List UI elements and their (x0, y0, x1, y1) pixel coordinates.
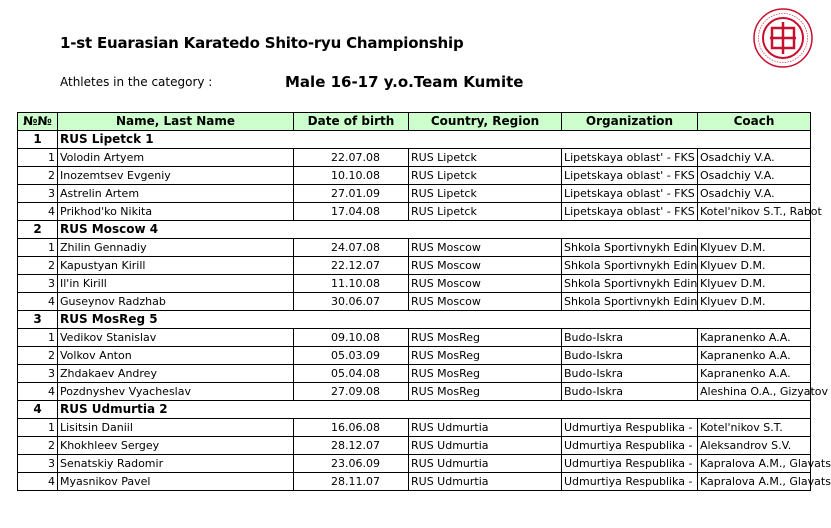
athlete-row (18, 167, 811, 185)
athlete-name: Zhilin Gennadiy (58, 239, 294, 257)
athlete-organization: Udmurtiya Respublika - (562, 437, 698, 455)
athlete-row (18, 203, 811, 221)
athlete-coach: Kapranenko A.A. (698, 365, 811, 383)
federation-logo-icon (753, 8, 813, 68)
athlete-region: RUS Udmurtia (409, 455, 562, 473)
athlete-number: 3 (18, 275, 58, 293)
athlete-organization: Shkola Sportivnykh Edin (562, 275, 698, 293)
athlete-region: RUS MosReg (409, 383, 562, 401)
athlete-coach: Kotel'nikov S.T., Rabot (698, 203, 811, 221)
athlete-organization: Udmurtiya Respublika - (562, 419, 698, 437)
athlete-name: Volodin Artyem (58, 149, 294, 167)
athlete-number: 4 (18, 293, 58, 311)
athlete-coach: Aleksandrov S.V. (698, 437, 811, 455)
team-name: RUS MosReg 5 (58, 311, 294, 329)
athlete-name: Prikhod'ko Nikita (58, 203, 294, 221)
team-row (18, 131, 811, 149)
athlete-name: Inozemtsev Evgeniy (58, 167, 294, 185)
athlete-coach: Klyuev D.M. (698, 275, 811, 293)
athlete-region: RUS MosReg (409, 347, 562, 365)
athlete-name: Senatskiy Radomir (58, 455, 294, 473)
col-header-organization: Organization (562, 113, 698, 131)
athlete-organization: Shkola Sportivnykh Edin (562, 257, 698, 275)
athlete-number: 3 (18, 365, 58, 383)
col-header-name: Name, Last Name (58, 113, 294, 131)
team-row-blank (294, 401, 811, 419)
athlete-organization: Shkola Sportivnykh Edin (562, 293, 698, 311)
athlete-dob: 17.04.08 (294, 203, 409, 221)
athlete-organization: Budo-Iskra (562, 329, 698, 347)
team-number: 3 (18, 311, 58, 329)
athlete-name: Myasnikov Pavel (58, 473, 294, 491)
athlete-number: 3 (18, 185, 58, 203)
athlete-coach: Klyuev D.M. (698, 293, 811, 311)
athlete-number: 1 (18, 149, 58, 167)
athlete-region: RUS Moscow (409, 257, 562, 275)
athlete-region: RUS Udmurtia (409, 419, 562, 437)
team-name: RUS Lipetck 1 (58, 131, 294, 149)
category-label: Athletes in the category : (60, 75, 213, 89)
athlete-number: 1 (18, 419, 58, 437)
athlete-coach: Kapralova A.M., Glavats (698, 455, 811, 473)
athlete-dob: 22.07.08 (294, 149, 409, 167)
athlete-number: 2 (18, 167, 58, 185)
athlete-number: 1 (18, 329, 58, 347)
athlete-organization: Lipetskaya oblast' - FKS (562, 203, 698, 221)
team-row (18, 311, 811, 329)
athlete-row (18, 275, 811, 293)
athlete-dob: 10.10.08 (294, 167, 409, 185)
athlete-region: RUS Udmurtia (409, 473, 562, 491)
athlete-row (18, 257, 811, 275)
athlete-name: Il'in Kirill (58, 275, 294, 293)
athletes-table (17, 112, 831, 491)
team-row (18, 221, 811, 239)
athlete-number: 2 (18, 437, 58, 455)
athlete-region: RUS MosReg (409, 329, 562, 347)
athlete-row (18, 419, 811, 437)
col-header-dob: Date of birth (294, 113, 409, 131)
col-header-region: Country, Region (409, 113, 562, 131)
athlete-organization: Budo-Iskra (562, 347, 698, 365)
athlete-name: Khokhleev Sergey (58, 437, 294, 455)
athlete-row (18, 329, 811, 347)
team-row (18, 401, 811, 419)
athlete-name: Kapustyan Kirill (58, 257, 294, 275)
col-header-number: №№ (18, 113, 58, 131)
athlete-row (18, 347, 811, 365)
athlete-organization: Lipetskaya oblast' - FKS (562, 185, 698, 203)
table-body (18, 131, 831, 491)
team-row-blank (294, 311, 811, 329)
athlete-dob: 28.12.07 (294, 437, 409, 455)
athlete-coach: Kotel'nikov S.T. (698, 419, 811, 437)
athlete-dob: 22.12.07 (294, 257, 409, 275)
team-name: RUS Udmurtia 2 (58, 401, 294, 419)
athlete-region: RUS Moscow (409, 293, 562, 311)
athlete-region: RUS Udmurtia (409, 437, 562, 455)
team-number: 1 (18, 131, 58, 149)
athlete-number: 4 (18, 383, 58, 401)
athlete-dob: 05.04.08 (294, 365, 409, 383)
athlete-organization: Lipetskaya oblast' - FKS (562, 167, 698, 185)
athlete-name: Vedikov Stanislav (58, 329, 294, 347)
athlete-organization: Lipetskaya oblast' - FKS (562, 149, 698, 167)
athlete-coach: Osadchiy V.A. (698, 149, 811, 167)
athlete-row (18, 455, 811, 473)
athlete-name: Astrelin Artem (58, 185, 294, 203)
athlete-dob: 28.11.07 (294, 473, 409, 491)
athlete-region: RUS Lipetck (409, 185, 562, 203)
col-header-coach: Coach (698, 113, 811, 131)
athlete-number: 2 (18, 257, 58, 275)
athlete-dob: 24.07.08 (294, 239, 409, 257)
athlete-region: RUS Lipetck (409, 203, 562, 221)
athlete-coach: Osadchiy V.A. (698, 185, 811, 203)
athlete-dob: 23.06.09 (294, 455, 409, 473)
athlete-organization: Shkola Sportivnykh Edin (562, 239, 698, 257)
athlete-coach: Kapranenko A.A. (698, 347, 811, 365)
athlete-region: RUS MosReg (409, 365, 562, 383)
athlete-coach: Klyuev D.M. (698, 257, 811, 275)
athlete-dob: 09.10.08 (294, 329, 409, 347)
athlete-organization: Budo-Iskra (562, 365, 698, 383)
athlete-coach: Klyuev D.M. (698, 239, 811, 257)
athlete-row (18, 239, 811, 257)
page-title: 1-st Euarasian Karatedo Shito-ryu Championship (60, 34, 464, 52)
athlete-region: RUS Moscow (409, 239, 562, 257)
athlete-dob: 27.09.08 (294, 383, 409, 401)
athlete-name: Volkov Anton (58, 347, 294, 365)
athlete-coach: Osadchiy V.A. (698, 167, 811, 185)
athlete-organization: Udmurtiya Respublika - (562, 455, 698, 473)
team-number: 2 (18, 221, 58, 239)
athlete-number: 2 (18, 347, 58, 365)
athlete-organization: Udmurtiya Respublika - (562, 473, 698, 491)
team-number: 4 (18, 401, 58, 419)
team-name: RUS Moscow 4 (58, 221, 294, 239)
athlete-name: Zhdakaev Andrey (58, 365, 294, 383)
athlete-dob: 27.01.09 (294, 185, 409, 203)
athlete-row (18, 185, 811, 203)
athlete-region: RUS Moscow (409, 275, 562, 293)
athlete-name: Pozdnyshev Vyacheslav (58, 383, 294, 401)
athlete-name: Lisitsin Daniil (58, 419, 294, 437)
athlete-coach: Kapralova A.M., Glavats (698, 473, 811, 491)
team-row-blank (294, 221, 811, 239)
table-header-row (18, 113, 811, 131)
athlete-row (18, 473, 811, 491)
category-name: Male 16-17 y.o.Team Kumite (285, 73, 524, 91)
athlete-coach: Aleshina O.A., Gizyatov (698, 383, 811, 401)
athlete-row (18, 383, 811, 401)
athlete-region: RUS Lipetck (409, 167, 562, 185)
athlete-row (18, 437, 811, 455)
athlete-number: 1 (18, 239, 58, 257)
athlete-row (18, 293, 811, 311)
athlete-number: 3 (18, 455, 58, 473)
team-row-blank (294, 131, 811, 149)
athlete-row (18, 149, 811, 167)
athlete-dob: 16.06.08 (294, 419, 409, 437)
athlete-row (18, 365, 811, 383)
athlete-dob: 11.10.08 (294, 275, 409, 293)
athlete-dob: 05.03.09 (294, 347, 409, 365)
athlete-number: 4 (18, 203, 58, 221)
athlete-region: RUS Lipetck (409, 149, 562, 167)
athlete-name: Guseynov Radzhab (58, 293, 294, 311)
athlete-coach: Kapranenko A.A. (698, 329, 811, 347)
athlete-organization: Budo-Iskra (562, 383, 698, 401)
athlete-dob: 30.06.07 (294, 293, 409, 311)
athlete-number: 4 (18, 473, 58, 491)
